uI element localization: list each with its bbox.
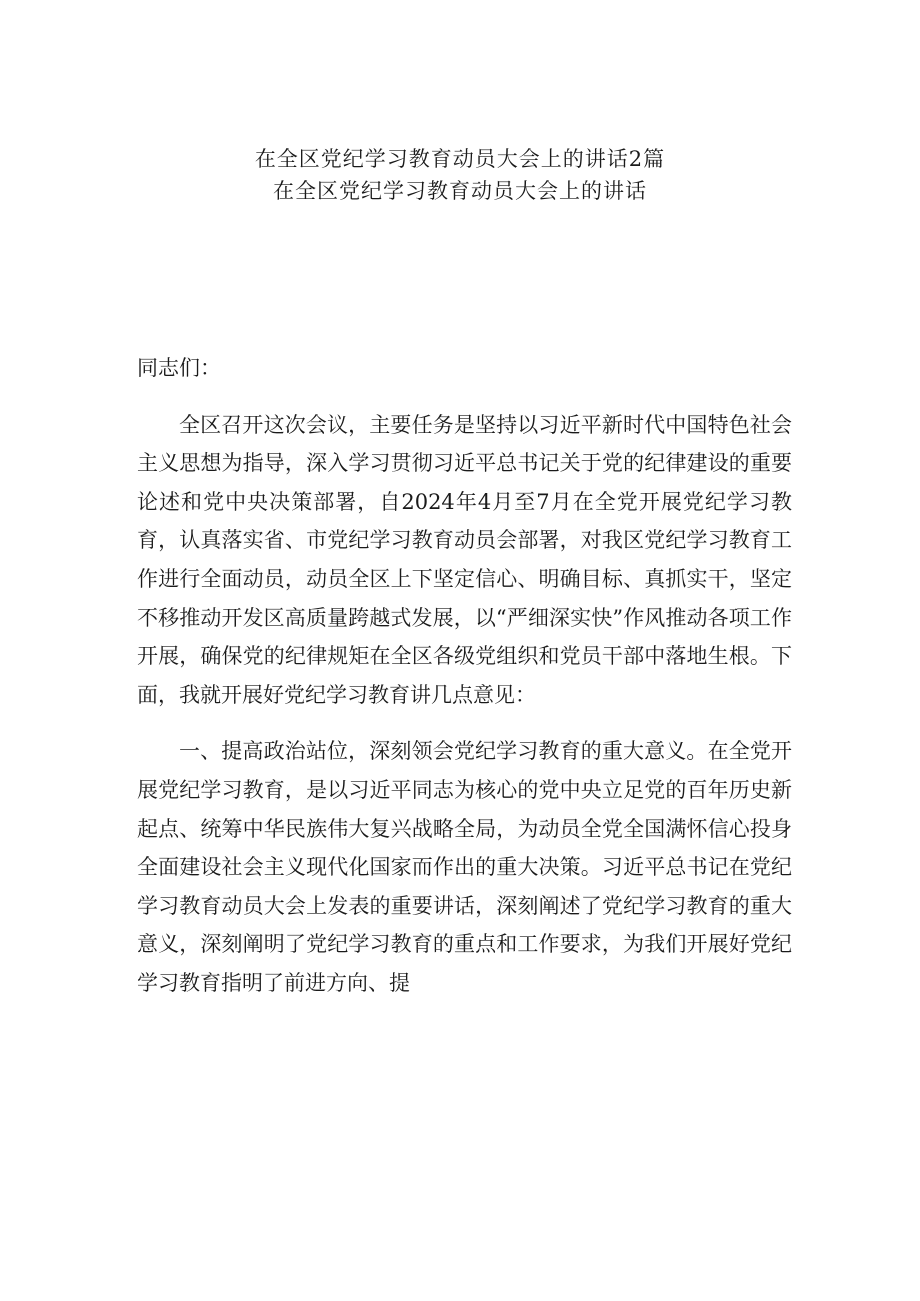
paragraph-section-one: 一、提高政治站位，深刻领会党纪学习教育的重大意义。在全党开展党纪学习教育，是以习近平同志为核心的党中央立足党的百年历史新起点、统筹中华民族伟大复兴战略全局，为动员全党全国满怀信心投身全面建设社会主义现代化国家而作出的重大决策。习近平总书记在党纪学习教育动员大会上发表的重要讲话，深刻阐述了党纪学习教育的重大意义，深刻阐明了党纪学习教育的重点和工作要求，为我们开展好党纪学习教育指明了前进方向、提 bbox=[137, 739, 792, 995]
document-subtitle: 在全区党纪学习教育动员大会上的讲话 bbox=[273, 179, 647, 203]
document-body bbox=[137, 349, 792, 1021]
document-header bbox=[0, 143, 920, 207]
paragraph-intro: 全区召开这次会议，主要任务是坚持以习近平新时代中国特色社会主义思想为指导，深入学习贯彻习近平总书记关于党的纪律建设的重要论述和党中央决策部署，自2024年4月至7月在全党开展党纪学习教育，认真落实省、市党纪学习教育动员会部署，对我区党纪学习教育工作进行全面动员，动员全区上下坚定信心、明确目标、真抓实干，坚定不移推动开发区高质量跨越式发展，以“严细深实快”作风推动各项工作开展，确保党的纪律规矩在全区各级党组织和党员干部中落地生根。下面，我就开展好党纪学习教育讲几点意见： bbox=[137, 412, 792, 707]
salutation: 同志们： bbox=[137, 356, 221, 380]
document-title: 在全区党纪学习教育动员大会上的讲话2篇 bbox=[254, 147, 666, 171]
